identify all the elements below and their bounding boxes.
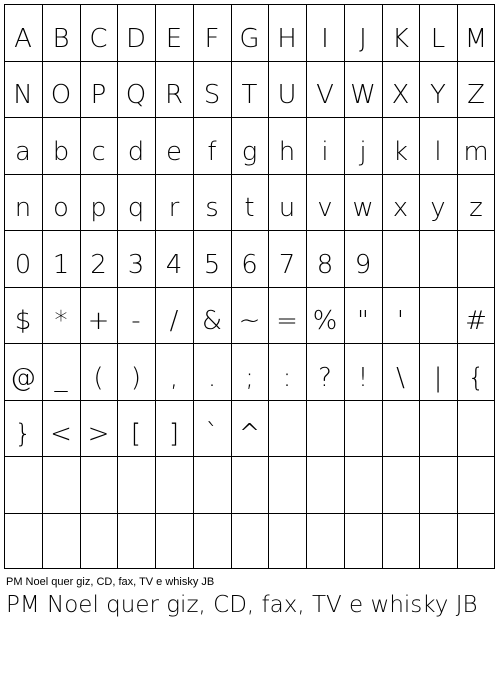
glyph-cell (117, 343, 155, 400)
cell-glyph: o (53, 193, 69, 223)
glyph-cell (42, 343, 80, 400)
glyph-cell (155, 456, 193, 513)
cell-glyph: ' (396, 306, 405, 336)
cell-glyph: q (127, 193, 145, 223)
glyph-cell (4, 287, 42, 343)
cell-glyph: 4 (165, 249, 183, 280)
cell-glyph: N (13, 80, 33, 110)
cell-glyph: + (87, 306, 110, 336)
cell-glyph: h (278, 136, 296, 167)
cell-glyph (268, 468, 306, 513)
cell-glyph (117, 468, 155, 513)
glyph-cell (419, 343, 457, 400)
glyph-cell (306, 230, 344, 287)
cell-glyph (419, 412, 457, 456)
glyph-cell (457, 61, 495, 117)
cell-glyph: A (14, 23, 32, 54)
cell-glyph: L (430, 23, 446, 54)
cell-glyph: 6 (241, 249, 258, 280)
glyph-cell (457, 230, 495, 287)
grid-line-horizontal (4, 400, 495, 401)
cell-glyph: - (131, 306, 141, 336)
glyph-cell (306, 61, 344, 117)
cell-glyph (382, 412, 419, 456)
cell-glyph: " (357, 306, 369, 336)
cell-glyph: ; (245, 362, 254, 393)
cell-glyph: ) (130, 362, 142, 393)
grid-line-horizontal (4, 61, 495, 62)
cell-glyph (344, 525, 382, 569)
glyph-cell (268, 174, 306, 230)
cell-glyph: s (205, 193, 219, 223)
grid-line-horizontal (4, 287, 495, 288)
cell-glyph: I (321, 23, 329, 54)
glyph-cell (80, 343, 117, 400)
glyph-cell (80, 456, 117, 513)
glyph-cell (382, 230, 419, 287)
cell-glyph (4, 468, 42, 513)
glyph-cell (42, 400, 80, 456)
glyph-cell (42, 230, 80, 287)
cell-glyph (80, 468, 117, 513)
glyph-cell (231, 456, 268, 513)
glyph-cell (306, 513, 344, 569)
cell-glyph: O (50, 80, 72, 110)
cell-glyph: S (203, 80, 221, 110)
glyph-cell (193, 117, 231, 174)
glyph-cell (155, 61, 193, 117)
glyph-cell (193, 61, 231, 117)
glyph-cell (42, 456, 80, 513)
cell-glyph: i (321, 136, 329, 167)
cell-glyph (268, 525, 306, 569)
glyph-cell (457, 117, 495, 174)
cell-glyph: c (91, 136, 106, 167)
cell-glyph (419, 242, 457, 287)
glyph-cell (80, 513, 117, 569)
cell-glyph: d (127, 136, 145, 167)
glyph-cell (42, 61, 80, 117)
glyph-cell (193, 287, 231, 343)
glyph-cell (155, 230, 193, 287)
cell-glyph: K (391, 23, 410, 54)
cell-glyph: t (244, 193, 255, 223)
cell-glyph (42, 468, 80, 513)
cell-glyph: b (52, 136, 70, 167)
cell-glyph: { (467, 362, 485, 393)
glyph-cell (155, 174, 193, 230)
cell-glyph (80, 525, 117, 569)
glyph-cell (306, 287, 344, 343)
glyph-cell (4, 400, 42, 456)
cell-glyph: * (54, 306, 68, 336)
cell-glyph (419, 468, 457, 513)
glyph-cell (344, 117, 382, 174)
cell-glyph: : (282, 362, 292, 393)
cell-glyph: Y (430, 80, 446, 110)
glyph-cell (193, 174, 231, 230)
cell-glyph: R (164, 80, 184, 110)
cell-glyph: r (168, 193, 180, 223)
glyph-cell (382, 4, 419, 61)
glyph-cell (419, 4, 457, 61)
cell-glyph: 5 (203, 249, 221, 280)
glyph-cell (344, 400, 382, 456)
glyph-cell (457, 343, 495, 400)
glyph-cell (344, 4, 382, 61)
grid-line-horizontal (4, 343, 495, 344)
glyph-cell (419, 400, 457, 456)
glyph-cell (382, 61, 419, 117)
sample-text-small: PM Noel quer giz, CD, fax, TV e whisky JB (6, 576, 215, 588)
glyph-cell (306, 456, 344, 513)
glyph-cell (306, 117, 344, 174)
cell-glyph (4, 525, 42, 569)
glyph-cell (344, 61, 382, 117)
glyph-cell (42, 174, 80, 230)
glyph-cell (117, 400, 155, 456)
grid-line-horizontal (4, 568, 495, 569)
glyph-cell (80, 287, 117, 343)
glyph-cell (155, 400, 193, 456)
glyph-cell (382, 456, 419, 513)
cell-glyph (382, 468, 419, 513)
cell-glyph: ( (93, 362, 104, 393)
glyph-cell (80, 400, 117, 456)
cell-glyph (231, 468, 268, 513)
glyph-cell (344, 287, 382, 343)
glyph-cell (268, 117, 306, 174)
glyph-cell (344, 343, 382, 400)
glyph-cell (231, 174, 268, 230)
cell-glyph (306, 412, 344, 456)
glyph-cell (457, 513, 495, 569)
cell-glyph: , (169, 362, 179, 393)
cell-glyph: C (89, 23, 108, 54)
glyph-cell (4, 513, 42, 569)
cell-glyph: 2 (90, 249, 107, 280)
grid-line-horizontal (4, 513, 495, 514)
cell-glyph: E (165, 23, 183, 54)
cell-glyph (306, 525, 344, 569)
cell-glyph: ~ (238, 306, 261, 336)
glyph-cell (193, 343, 231, 400)
glyph-cell (117, 4, 155, 61)
cell-glyph (457, 242, 495, 287)
glyph-cell (268, 343, 306, 400)
glyph-cell (117, 117, 155, 174)
cell-glyph: u (278, 193, 296, 223)
glyph-cell (268, 61, 306, 117)
cell-glyph: z (469, 193, 483, 223)
glyph-cell (80, 174, 117, 230)
glyph-cell (419, 61, 457, 117)
glyph-cell (457, 456, 495, 513)
cell-glyph: a (15, 136, 31, 167)
cell-glyph: $ (14, 306, 32, 336)
glyph-cell (268, 456, 306, 513)
glyph-cell (80, 61, 117, 117)
glyph-cell (231, 230, 268, 287)
glyph-cell (268, 513, 306, 569)
glyph-cell (193, 230, 231, 287)
cell-glyph: 7 (278, 249, 296, 280)
cell-glyph: l (434, 136, 442, 167)
cell-glyph: 9 (354, 249, 372, 280)
cell-glyph: [ (130, 419, 142, 449)
cell-glyph: > (87, 419, 110, 449)
cell-glyph (306, 468, 344, 513)
cell-glyph: @ (10, 362, 36, 393)
cell-glyph (419, 525, 457, 569)
cell-glyph (42, 525, 80, 569)
glyph-cell (117, 287, 155, 343)
cell-glyph: T (241, 80, 258, 110)
cell-glyph: n (14, 193, 32, 223)
grid-line-horizontal (4, 456, 495, 457)
glyph-cell (4, 4, 42, 61)
cell-glyph (117, 525, 155, 569)
cell-glyph: 3 (127, 249, 145, 280)
glyph-cell (117, 61, 155, 117)
glyph-cell (419, 456, 457, 513)
cell-glyph: / (169, 306, 179, 336)
cell-glyph (382, 525, 419, 569)
grid-line-horizontal (4, 174, 495, 175)
cell-glyph: H (277, 23, 297, 54)
cell-glyph: 0 (14, 249, 32, 280)
cell-glyph: & (201, 306, 223, 336)
glyph-cell (4, 343, 42, 400)
cell-glyph: v (317, 193, 333, 223)
cell-glyph (268, 412, 306, 456)
glyph-cell (231, 117, 268, 174)
glyph-cell (457, 287, 495, 343)
glyph-cell (344, 456, 382, 513)
glyph-cell (306, 4, 344, 61)
cell-glyph: % (312, 306, 338, 336)
glyph-cell (231, 513, 268, 569)
glyph-cell (231, 287, 268, 343)
cell-glyph: W (350, 80, 376, 110)
cell-glyph: m (463, 136, 489, 167)
cell-glyph (155, 468, 193, 513)
glyph-cell (457, 400, 495, 456)
glyph-cell (419, 117, 457, 174)
glyph-cell (80, 230, 117, 287)
glyph-cell (42, 117, 80, 174)
glyph-cell (306, 174, 344, 230)
grid-line-horizontal (4, 4, 495, 5)
glyph-cell (117, 513, 155, 569)
cell-glyph: U (277, 80, 297, 110)
cell-glyph: D (125, 23, 147, 54)
glyph-cell (155, 4, 193, 61)
glyph-cell (193, 456, 231, 513)
glyph-cell (80, 4, 117, 61)
glyph-cell (419, 513, 457, 569)
glyph-cell (382, 287, 419, 343)
cell-glyph: B (52, 23, 70, 54)
cell-glyph (155, 525, 193, 569)
glyph-cell (344, 513, 382, 569)
cell-glyph: V (316, 80, 334, 110)
glyph-cell (306, 343, 344, 400)
cell-glyph: _ (54, 362, 68, 393)
cell-glyph: < (50, 419, 72, 449)
glyph-cell (382, 400, 419, 456)
glyph-cell (419, 230, 457, 287)
glyph-cell (80, 117, 117, 174)
cell-glyph: ! (357, 362, 369, 393)
cell-glyph: 1 (52, 249, 70, 280)
glyph-cell (344, 230, 382, 287)
cell-glyph (344, 412, 382, 456)
glyph-cell (231, 400, 268, 456)
cell-glyph: X (391, 80, 410, 110)
cell-glyph: 8 (316, 249, 334, 280)
cell-glyph: \ (396, 362, 405, 393)
cell-glyph: M (464, 23, 488, 54)
glyph-cell (457, 174, 495, 230)
glyph-cell (155, 117, 193, 174)
grid-line-horizontal (4, 117, 495, 118)
glyph-cell (117, 456, 155, 513)
glyph-cell (4, 456, 42, 513)
cell-glyph (193, 468, 231, 513)
glyph-cell (193, 4, 231, 61)
cell-glyph: ] (168, 419, 180, 449)
cell-glyph: g (241, 136, 258, 167)
glyph-cell (231, 4, 268, 61)
glyph-cell (231, 61, 268, 117)
glyph-cell (42, 4, 80, 61)
grid-line-horizontal (4, 230, 495, 231)
cell-glyph: | (433, 362, 443, 393)
glyph-cell (419, 174, 457, 230)
glyph-cell (193, 513, 231, 569)
glyph-cell (419, 287, 457, 343)
glyph-cell (457, 4, 495, 61)
cell-glyph: ^ (238, 419, 261, 449)
glyph-cell (268, 4, 306, 61)
cell-glyph: p (90, 193, 107, 223)
cell-glyph (457, 412, 495, 456)
glyph-cell (42, 287, 80, 343)
cell-glyph: ` (205, 419, 219, 449)
cell-glyph (457, 525, 495, 569)
glyph-cell (231, 343, 268, 400)
glyph-cell (382, 117, 419, 174)
character-grid (4, 4, 495, 569)
cell-glyph: G (239, 23, 260, 54)
glyph-cell (306, 400, 344, 456)
glyph-cell (268, 400, 306, 456)
glyph-cell (42, 513, 80, 569)
cell-glyph: P (90, 80, 107, 110)
glyph-cell (155, 513, 193, 569)
glyph-cell (155, 287, 193, 343)
glyph-cell (382, 174, 419, 230)
cell-glyph (193, 525, 231, 569)
glyph-cell (382, 513, 419, 569)
cell-glyph: Q (125, 80, 147, 110)
cell-glyph: . (207, 362, 217, 393)
cell-glyph: J (359, 23, 367, 54)
glyph-cell (193, 400, 231, 456)
glyph-cell (117, 174, 155, 230)
cell-glyph: w (352, 193, 374, 223)
cell-glyph (231, 525, 268, 569)
cell-glyph: Z (467, 80, 485, 110)
cell-glyph (344, 468, 382, 513)
cell-glyph: j (359, 136, 367, 167)
cell-glyph: } (14, 419, 32, 449)
glyph-cell (4, 61, 42, 117)
cell-glyph: e (166, 136, 182, 167)
sample-text-large: PM Noel quer giz, CD, fax, TV e whisky JB (6, 592, 478, 618)
cell-glyph: = (276, 306, 298, 336)
glyph-cell (155, 343, 193, 400)
cell-glyph (457, 468, 495, 513)
cell-glyph: f (207, 136, 217, 167)
cell-glyph: x (392, 193, 409, 223)
cell-glyph: # (465, 306, 487, 336)
glyph-cell (268, 230, 306, 287)
cell-glyph (419, 299, 457, 343)
cell-glyph: k (392, 136, 409, 167)
glyph-cell (117, 230, 155, 287)
cell-glyph (382, 242, 419, 287)
glyph-cell (344, 174, 382, 230)
cell-glyph: ? (318, 362, 332, 393)
glyph-cell (268, 287, 306, 343)
cell-glyph: F (204, 23, 220, 54)
glyph-cell (382, 343, 419, 400)
glyph-cell (4, 230, 42, 287)
cell-glyph: y (430, 193, 446, 223)
glyph-cell (4, 174, 42, 230)
glyph-cell (4, 117, 42, 174)
